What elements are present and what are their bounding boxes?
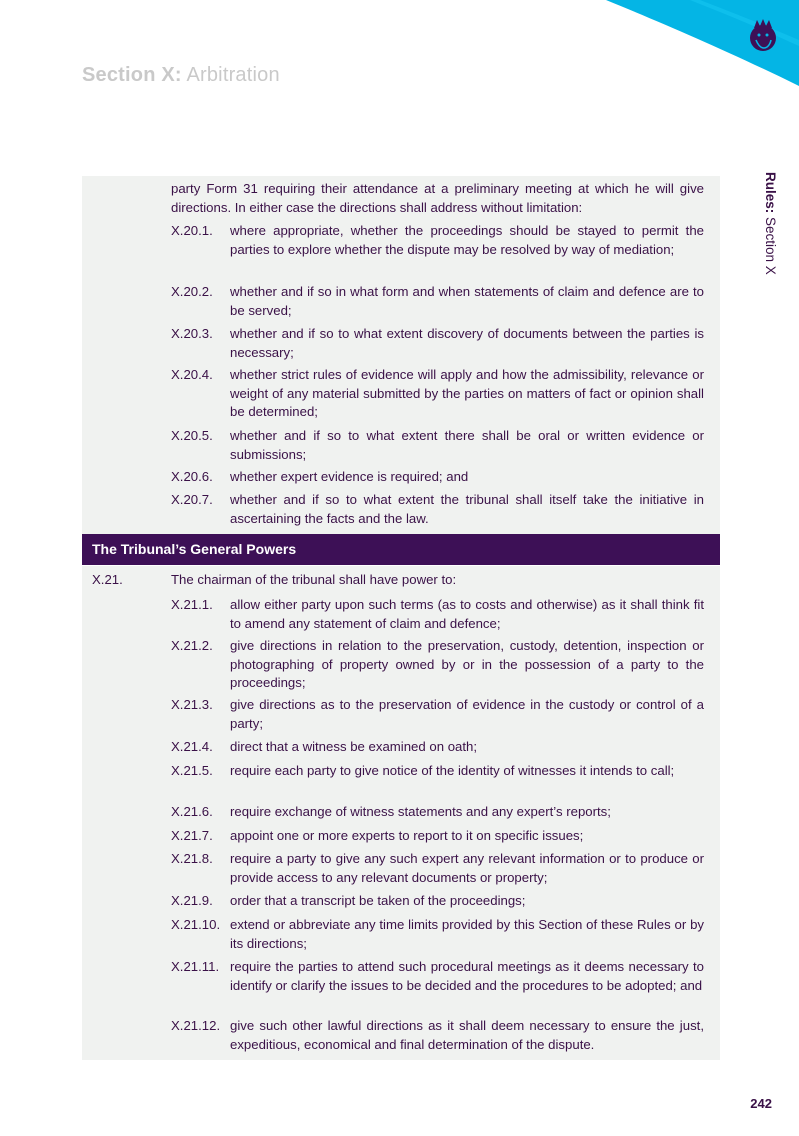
item-number: X.21.11. bbox=[171, 959, 220, 974]
section-prefix: Section X: bbox=[82, 64, 182, 86]
item-number: X.21.1. bbox=[171, 597, 213, 612]
page-number: 242 bbox=[750, 1096, 772, 1111]
item-number: X.21.12. bbox=[171, 1018, 221, 1033]
item-text: whether strict rules of evidence will apply and how the admissibility, relevance or weight of any material submitted by the parties on matters of fact or opinion shall be determined; bbox=[230, 367, 704, 420]
item-number: X.20.7. bbox=[171, 492, 213, 507]
rule-number: X.21. bbox=[92, 572, 123, 587]
item-text: require the parties to attend such procedural meetings as it deems necessary to identify or clarify the issues to be decided and the procedures to be adopted; and bbox=[230, 959, 704, 993]
section-name: Arbitration bbox=[186, 64, 280, 86]
item-text: whether and if so to what extent discovery of documents between the parties is necessary; bbox=[230, 326, 704, 360]
item-text: order that a transcript be taken of the proceedings; bbox=[230, 893, 526, 908]
item-number: X.20.1. bbox=[171, 223, 213, 238]
side-label-bold: Rules: bbox=[763, 172, 778, 214]
item-number: X.21.2. bbox=[171, 638, 213, 653]
item-text: give directions in relation to the preservation, custody, detention, inspection or photographing of property owned by or in the possession of a party to the proceedings; bbox=[230, 638, 704, 691]
item-number: X.21.10. bbox=[171, 917, 221, 932]
side-rules-label bbox=[763, 172, 778, 275]
item-number: X.20.3. bbox=[171, 326, 213, 341]
item-text: direct that a witness be examined on oath; bbox=[230, 739, 478, 754]
side-label-text: Section X bbox=[763, 217, 778, 275]
item-number: X.20.6. bbox=[171, 469, 213, 484]
corner-decoration bbox=[0, 0, 799, 120]
item-text: where appropriate, whether the proceedings should be stayed to permit the parties to explore whether the dispute may be resolved by way of mediation; bbox=[230, 223, 704, 257]
rule-text: The chairman of the tribunal shall have power to: bbox=[171, 572, 457, 587]
item-number: X.21.3. bbox=[171, 697, 213, 712]
item-number: X.21.9. bbox=[171, 893, 213, 908]
intro-paragraph: party Form 31 requiring their attendance at a preliminary meeting at which he will give directions. In either case the directions shall address without limitation: bbox=[171, 181, 704, 215]
section-title bbox=[82, 64, 280, 87]
tribunal-powers-heading: The Tribunal’s General Powers bbox=[82, 534, 720, 565]
item-text: whether expert evidence is required; and bbox=[230, 469, 469, 484]
item-text: require a party to give any such expert any relevant information or to produce or provide access to any relevant documents or property; bbox=[230, 851, 704, 885]
item-text: give directions as to the preservation of evidence in the custody or control of a party; bbox=[230, 697, 704, 731]
item-text: require each party to give notice of the identity of witnesses it intends to call; bbox=[230, 763, 675, 778]
item-number: X.20.4. bbox=[171, 367, 213, 382]
item-text: appoint one or more experts to report to it on specific issues; bbox=[230, 828, 584, 843]
item-text: whether and if so to what extent the tribunal shall itself take the initiative in ascertaining the facts and the law. bbox=[230, 492, 704, 526]
item-number: X.21.8. bbox=[171, 851, 213, 866]
item-text: whether and if so to what extent there shall be oral or written evidence or submissions; bbox=[230, 428, 704, 462]
item-number: X.20.2. bbox=[171, 284, 213, 299]
item-text: allow either party upon such terms (as to costs and otherwise) as it shall think fit to amend any statement of claim and defence; bbox=[230, 597, 704, 631]
item-text: give such other lawful directions as it shall deem necessary to ensure the just, expeditious, economical and final determination of the dispute. bbox=[230, 1018, 704, 1052]
item-number: X.21.5. bbox=[171, 763, 213, 778]
item-number: X.21.4. bbox=[171, 739, 213, 754]
item-number: X.21.6. bbox=[171, 804, 213, 819]
item-text: require exchange of witness statements and any expert’s reports; bbox=[230, 804, 611, 819]
item-text: whether and if so in what form and when statements of claim and defence are to be served; bbox=[230, 284, 704, 318]
item-number: X.20.5. bbox=[171, 428, 213, 443]
item-number: X.21.7. bbox=[171, 828, 213, 843]
item-text: extend or abbreviate any time limits provided by this Section of these Rules or by its directions; bbox=[230, 917, 704, 951]
